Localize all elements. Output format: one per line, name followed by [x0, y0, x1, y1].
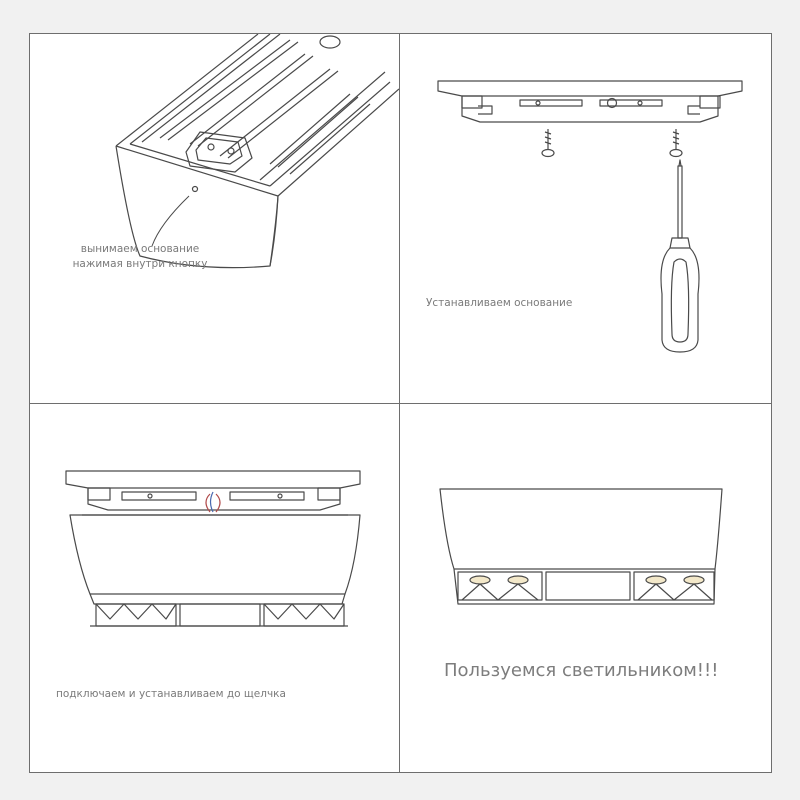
panel-remove-base — [30, 34, 399, 403]
lamp-underside-illustration — [30, 34, 399, 403]
caption-install-base: Устанавливаем основание — [426, 297, 573, 309]
caption-connect-install: подключаем и устанавливаем до щелчка — [56, 688, 286, 700]
caption-remove-base — [40, 242, 240, 272]
caption-remove-base-line1: вынимаем основание — [80, 243, 200, 255]
panel-install-base — [400, 34, 773, 403]
caption-use-lamp: Пользуемся светильником!!! — [444, 660, 719, 681]
panel-use-lamp — [400, 404, 773, 774]
instruction-sheet — [29, 33, 772, 773]
caption-remove-base-line2: нажимая внутри кнопку — [72, 258, 208, 270]
lamp-assembly-illustration — [30, 404, 399, 774]
lamp-front-illustration — [400, 404, 773, 774]
base-and-screwdriver-illustration — [400, 34, 773, 403]
panel-connect-install — [30, 404, 399, 774]
